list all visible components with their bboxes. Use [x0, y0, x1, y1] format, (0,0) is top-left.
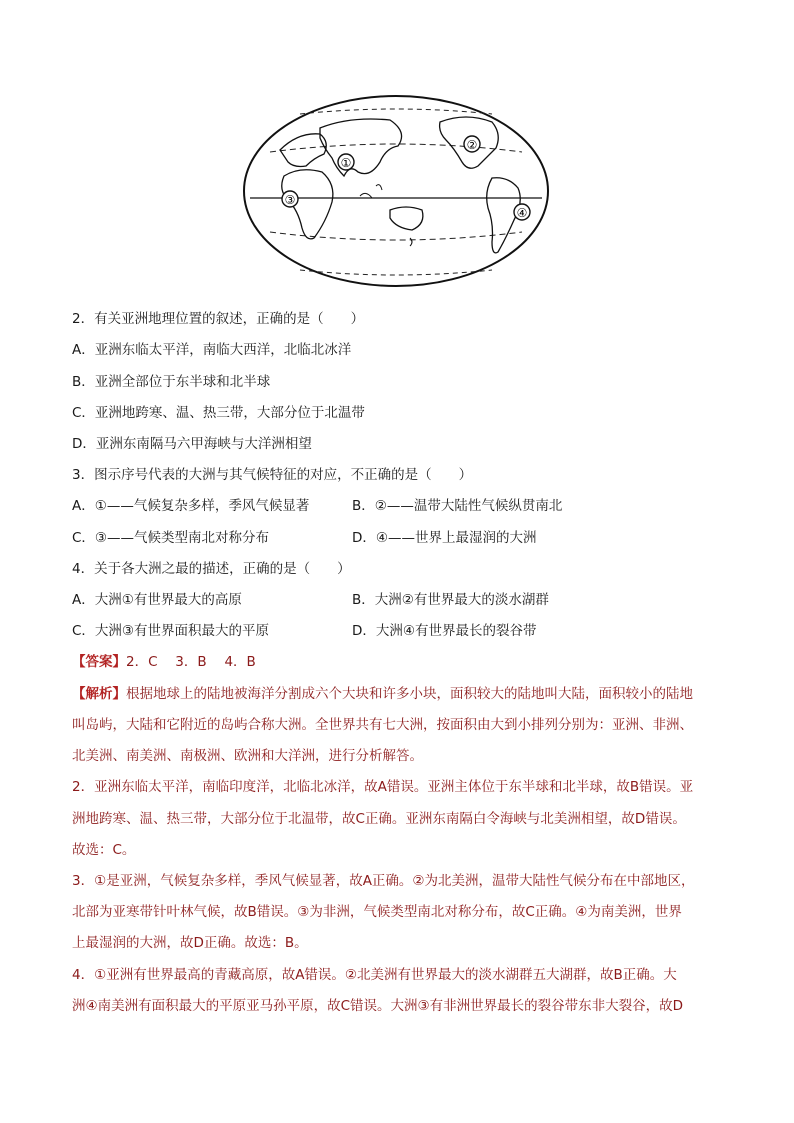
map-label-2	[464, 136, 480, 152]
answer-text: 2．C 3．B 4．B	[126, 654, 256, 670]
q4-option-c: C．大洲③有世界面积最大的平原	[72, 623, 270, 639]
analysis-line-1	[72, 685, 693, 703]
q3-option-c: C．③——气候类型南北对称分布	[72, 530, 270, 546]
q2-option-c: C．亚洲地跨寒、温、热三带，大部分位于北温带	[72, 405, 365, 421]
analysis-q2-line-3: 故选：C。	[72, 842, 136, 858]
analysis-tag: 【解析】	[72, 686, 126, 702]
svg-text:①: ①	[340, 156, 352, 170]
svg-text:②: ②	[466, 138, 478, 152]
map-label-1	[338, 154, 354, 170]
analysis-line-3: 北美洲、南美洲、南极洲、欧洲和大洋洲，进行分析解答。	[72, 748, 423, 764]
q4-option-a: A．大洲①有世界最大的高原	[72, 592, 242, 608]
analysis-q3-line-2: 北部为亚寒带针叶林气候，故B错误。③为非洲，气候类型南北对称分布，故C正确。④为南美洲，世界	[72, 904, 682, 920]
svg-text:③: ③	[284, 193, 296, 207]
q2-option-b: B．亚洲全部位于东半球和北半球	[72, 374, 271, 390]
svg-text:④: ④	[516, 206, 528, 220]
analysis-q4-line-2: 洲④南美洲有面积最大的平原亚马孙平原，故C错误。大洲③有非洲世界最长的裂谷带东非大裂谷，故D	[72, 998, 684, 1014]
answer-line	[72, 653, 256, 671]
world-map-figure	[240, 92, 552, 290]
q4-option-d: D．大洲④有世界最长的裂谷带	[352, 623, 537, 639]
map-label-4	[514, 204, 530, 220]
map-label-3	[282, 191, 298, 207]
answer-tag: 【答案】	[72, 654, 126, 670]
q2-option-d: D．亚洲东南隔马六甲海峡与大洋洲相望	[72, 436, 312, 452]
analysis-q4-line-1: 4．①亚洲有世界最高的青藏高原，故A错误。②北美洲有世界最大的淡水湖群五大湖群，故B正确。大	[72, 967, 677, 983]
analysis-line-2: 叫岛屿，大陆和它附近的岛屿合称大洲。全世界共有七大洲，按面积由大到小排列分别为：亚洲、非洲、	[72, 717, 693, 733]
q4-option-b: B．大洲②有世界最大的淡水湖群	[352, 592, 549, 608]
analysis-q2-line-1: 2．亚洲东临太平洋，南临印度洋，北临北冰洋，故A错误。亚洲主体位于东半球和北半球，故B错误。亚	[72, 779, 694, 795]
q2-option-a: A．亚洲东临太平洋，南临大西洋，北临北冰洋	[72, 342, 352, 358]
q3-option-a: A．①——气候复杂多样，季风气候显著	[72, 498, 310, 514]
q2-stem: 2．有关亚洲地理位置的叙述，正确的是（ ）	[72, 311, 365, 327]
analysis-q2-line-2: 洲地跨寒、温、热三带，大部分位于北温带，故C正确。亚洲东南隔白令海峡与北美洲相望，故D错误。	[72, 811, 686, 827]
analysis-q3-line-3: 上最湿润的大洲，故D正确。故选：B。	[72, 935, 308, 951]
q3-option-b: B．②——温带大陆性气候纵贯南北	[352, 498, 563, 514]
analysis-text-1: 根据地球上的陆地被海洋分割成六个大块和许多小块，面积较大的陆地叫大陆，面积较小的陆地	[126, 686, 693, 702]
analysis-q3-line-1: 3．①是亚洲，气候复杂多样，季风气候显著，故A正确。②为北美洲，温带大陆性气候分布在中部地区，	[72, 873, 695, 889]
q4-stem: 4．关于各大洲之最的描述，正确的是（ ）	[72, 561, 351, 577]
q3-stem: 3．图示序号代表的大洲与其气候特征的对应，不正确的是（ ）	[72, 467, 473, 483]
q3-option-d: D．④——世界上最湿润的大洲	[352, 530, 537, 546]
